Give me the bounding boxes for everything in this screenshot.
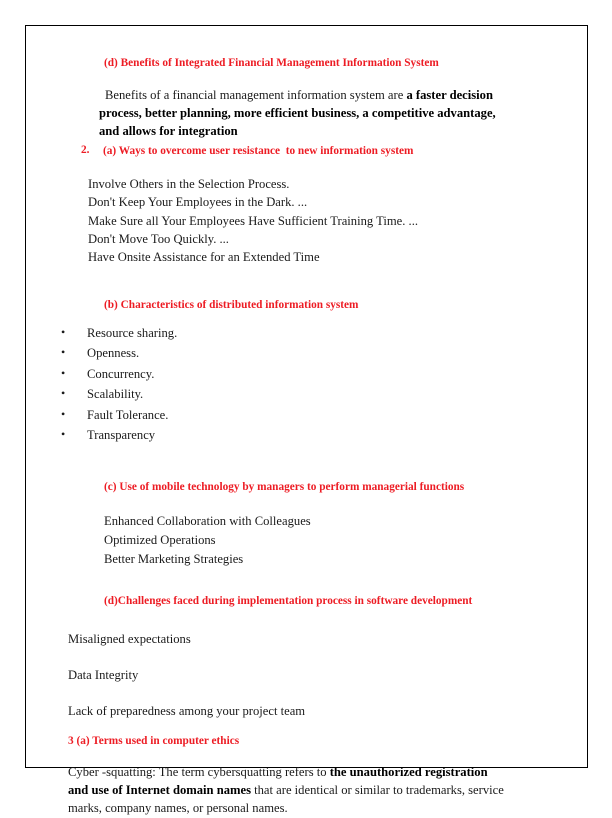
numbered-item-2 (81, 144, 550, 159)
bullet-icon: • (61, 365, 66, 380)
list-item (43, 343, 550, 363)
list-user-resistance (88, 175, 550, 267)
bullet-icon: • (61, 324, 66, 339)
list-item: Don't Move Too Quickly. ... (88, 231, 229, 246)
list-item: Have Onsite Assistance for an Extended Time (88, 250, 320, 265)
paragraph-benefits-lead: Benefits of a financial management information system are (105, 88, 407, 103)
bullet-icon: • (61, 406, 66, 421)
paragraph-cybersquatting-tail: that are identical or similar to trademarks, service marks, company names, or personal names. (68, 783, 504, 816)
paragraph-cybersquatting-bold: the unauthorized registration and use of Internet domain names (68, 764, 488, 798)
list-item: Involve Others in the Selection Process. (88, 176, 290, 191)
list-item (43, 364, 550, 384)
list-item: Make Sure all Your Employees Have Sufficient Training Time. ... (88, 213, 418, 228)
list-mobile-technology (104, 512, 550, 568)
heading-implementation-challenges: (d)Challenges faced during implementation process in software development (104, 595, 473, 608)
numbered-item-2-number: 2. (81, 143, 90, 156)
heading-computer-ethics-terms: 3 (a) Terms used in computer ethics (68, 734, 240, 747)
list-item: Don't Keep Your Employees in the Dark. ... (88, 195, 308, 210)
heading-benefits-ifmis: (d) Benefits of Integrated Financial Management Information System (104, 57, 439, 69)
challenge-item-3: Lack of preparedness among your project team (68, 704, 306, 719)
heading-ways-overcome-user-resistance: (a) Ways to overcome user resistance to new information system (103, 144, 414, 157)
bullet-icon: • (61, 386, 66, 401)
challenge-item-1: Misaligned expectations (68, 632, 191, 647)
bullet-icon: • (61, 345, 66, 360)
list-item (43, 405, 550, 425)
list-item: Optimized Operations (104, 532, 216, 547)
list-distributed-characteristics (43, 323, 550, 445)
challenge-item-2: Data Integrity (68, 668, 139, 683)
list-item-label: Transparency (87, 427, 156, 442)
list-item: Enhanced Collaboration with Colleagues (104, 514, 311, 529)
paragraph-cybersquatting (68, 763, 504, 818)
list-item-label: Scalability. (87, 387, 144, 402)
bullet-icon: • (61, 426, 66, 441)
list-item (43, 323, 550, 343)
heading-mobile-technology-use: (c) Use of mobile technology by managers to perform managerial functions (104, 481, 465, 494)
list-item (43, 425, 550, 445)
paragraph-benefits-bold: a faster decision process, better planning, more efficient business, a competitive advantage, and allows for integration (99, 88, 496, 139)
list-item-label: Openness. (87, 346, 140, 361)
list-item-label: Resource sharing. (87, 325, 178, 340)
heading-characteristics-distributed-system: (b) Characteristics of distributed information system (104, 298, 359, 311)
paragraph-benefits (99, 86, 514, 140)
list-item: Better Marketing Strategies (104, 551, 244, 566)
list-item-label: Fault Tolerance. (87, 407, 169, 422)
list-item (43, 384, 550, 404)
paragraph-cybersquatting-lead: Cyber -squatting: The term cybersquatting refers to (68, 764, 330, 779)
list-item-label: Concurrency. (87, 366, 155, 381)
